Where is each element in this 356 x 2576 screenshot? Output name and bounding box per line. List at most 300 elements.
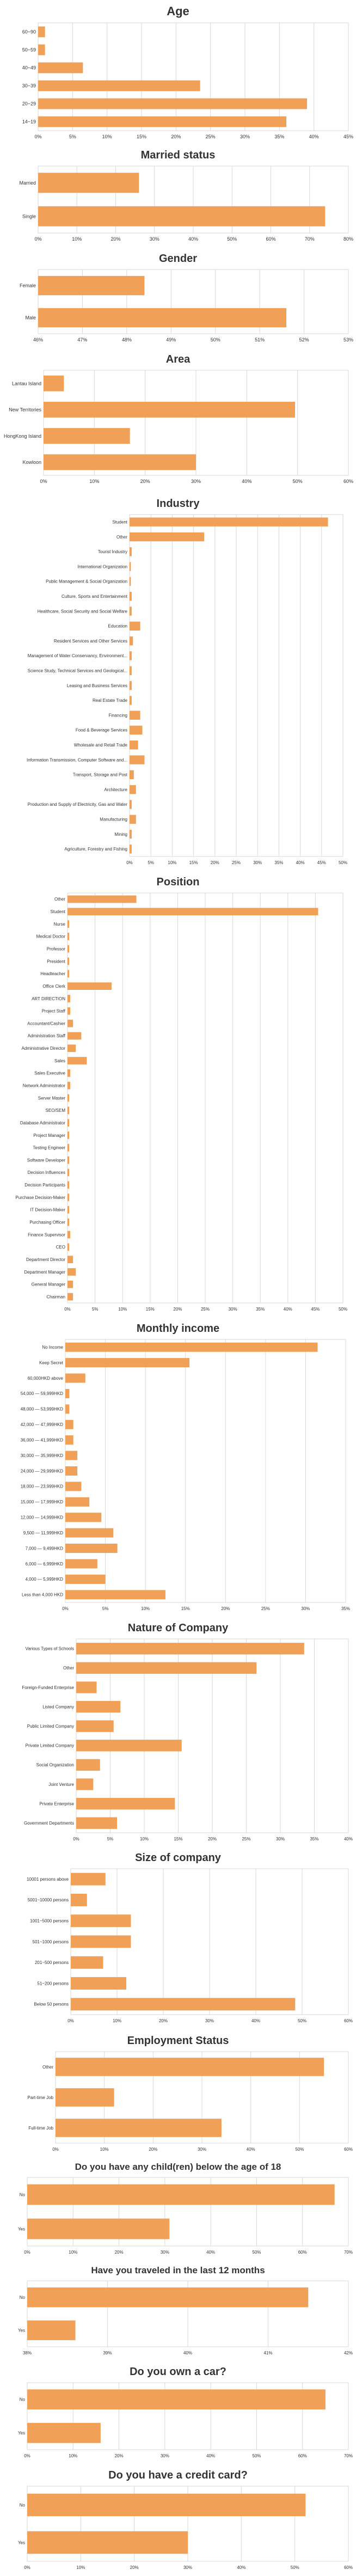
bar	[67, 1144, 69, 1152]
bar	[130, 681, 132, 690]
bar	[44, 454, 196, 470]
chart-7	[0, 1617, 356, 1845]
category-label: Server Master	[38, 1096, 65, 1101]
bar	[27, 2321, 76, 2340]
bar	[65, 1420, 73, 1429]
x-tick-label: 35%	[310, 1837, 319, 1841]
category-label: Other	[42, 2064, 53, 2070]
chart-10	[0, 2157, 356, 2258]
chart-title: Position	[156, 876, 200, 888]
bar	[65, 1482, 81, 1491]
category-label: Agriculture, Forestry and Fishing	[64, 847, 127, 852]
chart-5	[0, 871, 356, 1315]
chart-svg	[0, 144, 356, 245]
bar	[71, 1956, 103, 1969]
bar	[67, 1268, 76, 1276]
chart-4	[0, 493, 356, 868]
chart-9	[0, 2030, 356, 2155]
bar	[65, 1544, 118, 1553]
bar	[130, 577, 131, 586]
chart-svg	[0, 2261, 356, 2359]
x-tick-label: 30%	[183, 2565, 193, 2570]
category-label: Office Clerk	[42, 983, 65, 989]
category-label: Finance Supervisor	[28, 1232, 65, 1238]
x-tick-label: 50%	[297, 2018, 307, 2023]
bar	[65, 1435, 73, 1445]
category-label: Other	[63, 1666, 74, 1671]
x-tick-label: 40%	[183, 2351, 193, 2355]
bar	[76, 1662, 256, 1674]
bar	[38, 117, 286, 127]
bar	[130, 622, 140, 631]
chart-svg	[0, 493, 356, 868]
bar	[65, 1374, 85, 1383]
category-label: 54,000 — 59,999HKD	[20, 1391, 63, 1397]
bar	[67, 1243, 69, 1251]
bar	[65, 1528, 113, 1538]
category-label: Manufacturing	[100, 817, 127, 822]
bar	[38, 99, 307, 109]
bar	[76, 1643, 304, 1654]
category-label: Tourist Industry	[97, 549, 127, 555]
x-tick-label: 60%	[298, 2250, 307, 2255]
category-label: Software Developer	[27, 1158, 65, 1163]
chart-3	[0, 348, 356, 487]
category-label: Headteacher	[40, 971, 65, 977]
bar	[27, 2531, 188, 2554]
bar	[67, 1057, 87, 1064]
bar	[71, 1873, 106, 1886]
x-tick-label: 40%	[246, 2147, 255, 2152]
bar	[76, 1759, 100, 1771]
bar	[67, 958, 69, 965]
x-tick-label: 10%	[72, 236, 82, 242]
x-tick-label: 20%	[221, 1606, 230, 1611]
bar	[38, 63, 83, 74]
category-label: 30~39	[22, 83, 36, 89]
bar	[67, 1256, 73, 1263]
category-label: New Territories	[9, 407, 41, 413]
bar	[27, 2287, 308, 2307]
x-tick-label: 5%	[91, 1307, 99, 1312]
x-tick-label: 50%	[227, 236, 237, 242]
category-label: Purchase Decision-Maker	[15, 1195, 65, 1200]
x-tick-label: 10%	[112, 2018, 122, 2023]
x-tick-label: 20%	[114, 2453, 124, 2458]
x-tick-label: 40%	[237, 2565, 246, 2570]
x-tick-label: 25%	[231, 860, 241, 865]
x-tick-label: 45%	[317, 860, 326, 865]
category-label: Department Director	[26, 1257, 65, 1262]
x-tick-label: 30%	[275, 1837, 285, 1841]
x-tick-label: 10%	[141, 1606, 150, 1611]
chart-svg	[0, 2464, 356, 2573]
x-tick-label: 51%	[255, 337, 265, 342]
plot-frame	[38, 23, 348, 131]
bar	[67, 1231, 70, 1239]
bar	[38, 27, 45, 38]
bar	[27, 2219, 169, 2240]
bar	[76, 1701, 120, 1712]
bar	[67, 920, 69, 928]
bar	[65, 1358, 189, 1367]
category-label: Student	[50, 909, 65, 915]
x-tick-label: 20%	[158, 2018, 168, 2023]
chart-11	[0, 2261, 356, 2359]
x-tick-label: 15%	[174, 1837, 183, 1841]
bar	[130, 741, 138, 749]
category-label: 5001~10000 persons	[27, 1898, 69, 1903]
category-label: Project Manager	[33, 1133, 65, 1138]
category-label: Culture, Sports and Entertainment	[62, 593, 127, 599]
bar	[130, 830, 132, 839]
x-tick-label: 20%	[130, 2565, 139, 2570]
chart-svg	[0, 1617, 356, 1845]
x-tick-label: 30%	[301, 1606, 310, 1611]
category-label: Yes	[17, 2226, 25, 2232]
category-label: 10001 persons above	[27, 1876, 69, 1882]
bar	[67, 1131, 69, 1139]
category-label: 9,500 — 11,999HKD	[23, 1530, 63, 1535]
category-label: Mining	[114, 831, 127, 837]
bar	[38, 308, 286, 327]
x-tick-label: 0%	[62, 1606, 69, 1611]
category-label: 501~1000 persons	[32, 1939, 69, 1944]
category-label: Food & Beverage Services	[75, 727, 127, 733]
x-tick-label: 0%	[24, 2565, 30, 2570]
bar	[65, 1466, 77, 1476]
chart-svg	[0, 2157, 356, 2258]
x-tick-label: 30%	[205, 2018, 214, 2023]
bar	[130, 845, 132, 853]
category-label: Lantau Island	[11, 381, 41, 387]
x-tick-label: 60%	[266, 236, 276, 242]
category-label: 18,000 — 23,999HKD	[20, 1484, 63, 1489]
x-tick-label: 0%	[24, 2453, 30, 2458]
x-tick-label: 25%	[205, 134, 216, 139]
category-label: CEO	[56, 1245, 65, 1250]
bar	[130, 755, 144, 764]
category-label: 40~49	[22, 65, 36, 71]
x-tick-label: 50%	[338, 1307, 348, 1312]
x-tick-label: 70%	[304, 236, 315, 242]
x-tick-label: 45%	[311, 1307, 320, 1312]
chart-13	[0, 2464, 356, 2573]
bar	[44, 402, 295, 418]
x-tick-label: 42%	[343, 2351, 353, 2355]
x-tick-label: 50%	[252, 2250, 261, 2255]
category-label: 1001~5000 persons	[30, 1918, 69, 1924]
category-label: 42,000 — 47,999HKD	[20, 1422, 63, 1428]
category-label: Testing Engineer	[33, 1145, 65, 1151]
x-tick-label: 25%	[261, 1606, 270, 1611]
x-tick-label: 40%	[188, 236, 199, 242]
bar	[67, 1020, 73, 1027]
category-label: Keep Secret	[39, 1360, 63, 1366]
bar	[67, 1119, 69, 1127]
x-tick-label: 40%	[206, 2250, 216, 2255]
category-label: Leasing and Business Services	[66, 683, 127, 688]
chart-title: Have you traveled in the last 12 months	[91, 2265, 265, 2275]
bar	[67, 1044, 76, 1052]
bar	[67, 933, 69, 940]
bar	[76, 1798, 175, 1809]
x-tick-label: 52%	[299, 337, 309, 342]
x-tick-label: 0%	[73, 1837, 79, 1841]
chart-1	[0, 144, 356, 245]
bar	[27, 2494, 305, 2516]
bar	[130, 533, 204, 541]
category-label: Other	[116, 534, 127, 540]
x-tick-label: 0%	[126, 860, 133, 865]
x-tick-label: 0%	[67, 2018, 74, 2023]
category-label: No	[19, 2502, 25, 2508]
category-label: Foreign-Funded Enterprise	[22, 1685, 74, 1690]
category-label: Below 50 persons	[34, 2002, 69, 2007]
category-label: International Organization	[77, 564, 127, 570]
chart-title: Size of company	[135, 1852, 221, 1864]
x-tick-label: 50%	[295, 2147, 304, 2152]
category-label: 51~200 persons	[37, 1981, 69, 1986]
category-label: Chairman	[46, 1294, 65, 1300]
bar	[44, 428, 130, 444]
category-label: No	[19, 2397, 25, 2402]
category-label: SEO/SEM	[45, 1108, 65, 1113]
bar	[71, 1977, 126, 1990]
chart-12	[0, 2361, 356, 2462]
bar	[71, 1914, 131, 1927]
x-tick-label: 35%	[274, 134, 285, 139]
bar	[130, 785, 136, 794]
category-label: Network Administrator	[22, 1083, 65, 1088]
chart-svg	[0, 1847, 356, 2027]
x-tick-label: 40%	[283, 1307, 292, 1312]
bar	[67, 1032, 81, 1040]
category-label: Information Transmission, Computer Software and...	[27, 757, 127, 763]
bar	[38, 206, 325, 227]
category-label: 4,000 — 5,999HKD	[25, 1577, 63, 1582]
bar	[38, 276, 144, 295]
x-tick-label: 35%	[256, 1307, 265, 1312]
x-tick-label: 40%	[251, 2018, 261, 2023]
bar	[130, 517, 328, 526]
bar	[44, 376, 64, 391]
chart-title: Married status	[140, 149, 216, 161]
category-label: 6,000 — 6,999HKD	[25, 1561, 63, 1567]
chart-svg	[0, 871, 356, 1315]
x-tick-label: 49%	[166, 337, 176, 342]
category-label: Medical Doctor	[36, 934, 65, 939]
bar	[65, 1513, 101, 1522]
chart-2	[0, 248, 356, 346]
category-label: Public Management & Social Organization	[46, 579, 127, 584]
x-tick-label: 48%	[121, 337, 132, 342]
bar	[130, 800, 132, 809]
x-tick-label: 15%	[145, 1307, 155, 1312]
bar	[76, 1818, 117, 1829]
chart-svg	[0, 0, 356, 143]
x-tick-label: 20%	[207, 1837, 217, 1841]
category-label: Management of Water Conservancy, Environment...	[27, 653, 127, 659]
x-tick-label: 47%	[77, 337, 88, 342]
x-tick-label: 20%	[210, 860, 219, 865]
x-tick-label: 40%	[296, 860, 305, 865]
bar	[65, 1497, 89, 1507]
bar	[67, 1069, 70, 1077]
category-label: 12,000 — 14,999HKD	[20, 1515, 63, 1520]
category-label: Less than 4,000 HKD	[21, 1592, 63, 1598]
x-tick-label: 35%	[341, 1606, 351, 1611]
chart-svg	[0, 1318, 356, 1614]
x-tick-label: 60%	[343, 479, 354, 484]
x-tick-label: 10%	[76, 2565, 85, 2570]
x-tick-label: 5%	[102, 1606, 109, 1611]
bar	[67, 1293, 73, 1301]
bar	[27, 2389, 326, 2409]
category-label: No	[19, 2192, 25, 2198]
category-label: Sales	[54, 1058, 65, 1063]
category-label: Private Enterprise	[39, 1801, 74, 1807]
x-tick-label: 39%	[103, 2351, 112, 2355]
bar	[67, 908, 318, 915]
category-label: Various Types of Schools	[25, 1646, 74, 1651]
bar	[130, 666, 132, 675]
bar	[67, 1219, 69, 1226]
x-tick-label: 41%	[263, 2351, 273, 2355]
category-label: Other	[54, 897, 65, 902]
x-tick-label: 45%	[343, 134, 354, 139]
chart-title: Do you have a credit card?	[108, 2469, 248, 2481]
x-tick-label: 30%	[197, 2147, 207, 2152]
x-tick-label: 50%	[290, 2565, 299, 2570]
category-label: Kowloon	[22, 460, 41, 466]
plot-frame	[65, 1339, 346, 1602]
category-label: Government Departments	[23, 1821, 74, 1826]
bar	[130, 637, 133, 645]
bar	[67, 1281, 73, 1288]
x-tick-label: 53%	[343, 337, 354, 342]
bar	[67, 1082, 70, 1090]
x-tick-label: 46%	[33, 337, 44, 342]
chart-title: Monthly income	[136, 1323, 220, 1335]
x-tick-label: 0%	[40, 479, 47, 484]
chart-6	[0, 1318, 356, 1614]
category-label: Resident Services and Other Services	[53, 638, 127, 644]
category-label: No	[19, 2295, 25, 2300]
category-label: Decision Participants	[24, 1183, 65, 1188]
bar	[56, 2088, 114, 2107]
category-label: Science Study, Technical Services and Geological...	[27, 668, 127, 674]
chart-title: Employment Status	[127, 2035, 229, 2047]
category-label: Decision Influences	[27, 1170, 65, 1176]
bar	[67, 1106, 69, 1114]
bar	[67, 896, 137, 903]
chart-title: Industry	[156, 498, 200, 510]
bar	[76, 1721, 114, 1732]
bar	[67, 1206, 69, 1214]
category-label: Professor	[46, 946, 65, 952]
category-label: Listed Company	[42, 1704, 74, 1710]
x-tick-label: 70%	[343, 2453, 353, 2458]
category-label: Student	[112, 519, 127, 525]
category-label: Social Organization	[36, 1763, 74, 1768]
x-tick-label: 0%	[64, 1307, 71, 1312]
category-label: Nurse	[53, 921, 65, 927]
x-tick-label: 10%	[102, 134, 112, 139]
category-label: IT Decision-Maker	[30, 1207, 65, 1213]
x-tick-label: 20%	[173, 1307, 182, 1312]
bar	[67, 982, 112, 990]
chart-0	[0, 0, 356, 143]
bar	[65, 1575, 106, 1584]
x-tick-label: 5%	[107, 1837, 114, 1841]
chart-8	[0, 1847, 356, 2027]
category-label: Sales Executive	[34, 1070, 65, 1076]
bar	[67, 1007, 70, 1015]
x-tick-label: 10%	[69, 2250, 78, 2255]
category-label: Administrative Director	[21, 1046, 65, 1051]
x-tick-label: 0%	[34, 236, 42, 242]
bar	[67, 1157, 69, 1164]
category-label: ART DIRECTION	[32, 996, 65, 1001]
x-tick-label: 70%	[343, 2250, 353, 2255]
x-tick-label: 50%	[292, 479, 303, 484]
bar	[65, 1590, 165, 1599]
category-label: Accountant/Cashier	[27, 1021, 65, 1026]
x-tick-label: 10%	[168, 860, 177, 865]
chart-title: Do you own a car?	[130, 2366, 226, 2378]
category-label: Yes	[17, 2540, 25, 2546]
x-tick-label: 40%	[343, 1837, 353, 1841]
category-label: 60~90	[22, 29, 36, 35]
bar	[65, 1404, 69, 1414]
bar	[76, 1740, 182, 1751]
x-tick-label: 10%	[100, 2147, 109, 2152]
category-label: President	[47, 959, 65, 964]
chart-title: Do you have any child(ren) below the age of 18	[75, 2162, 281, 2172]
bar	[27, 2185, 335, 2205]
bar	[56, 2119, 222, 2137]
category-label: 7,000 — 9,499HKD	[25, 1546, 63, 1551]
x-tick-label: 25%	[242, 1837, 251, 1841]
bar	[65, 1559, 97, 1568]
x-tick-label: 10%	[118, 1307, 127, 1312]
chart-title: Nature of Company	[127, 1622, 229, 1634]
x-tick-label: 30%	[191, 479, 201, 484]
bar	[76, 1778, 93, 1790]
bar	[27, 2423, 101, 2443]
x-tick-label: 80%	[343, 236, 354, 242]
bar	[130, 547, 132, 556]
chart-svg	[0, 248, 356, 346]
bar	[71, 1894, 87, 1906]
x-tick-label: 25%	[200, 1307, 210, 1312]
x-tick-label: 5%	[148, 860, 154, 865]
category-label: Single	[22, 213, 36, 219]
bar	[65, 1343, 318, 1352]
category-label: Healthcare, Social Security and Social Welfare	[37, 609, 127, 614]
x-tick-label: 30%	[228, 1307, 237, 1312]
x-tick-label: 0%	[24, 2250, 30, 2255]
bar	[130, 726, 143, 735]
bar	[38, 45, 45, 56]
bar	[67, 945, 69, 953]
x-tick-label: 10%	[139, 1837, 149, 1841]
x-tick-label: 20%	[171, 134, 181, 139]
category-label: 15,000 — 17,999HKD	[20, 1500, 63, 1505]
category-label: 50~59	[22, 47, 36, 53]
category-label: Married	[19, 180, 36, 186]
